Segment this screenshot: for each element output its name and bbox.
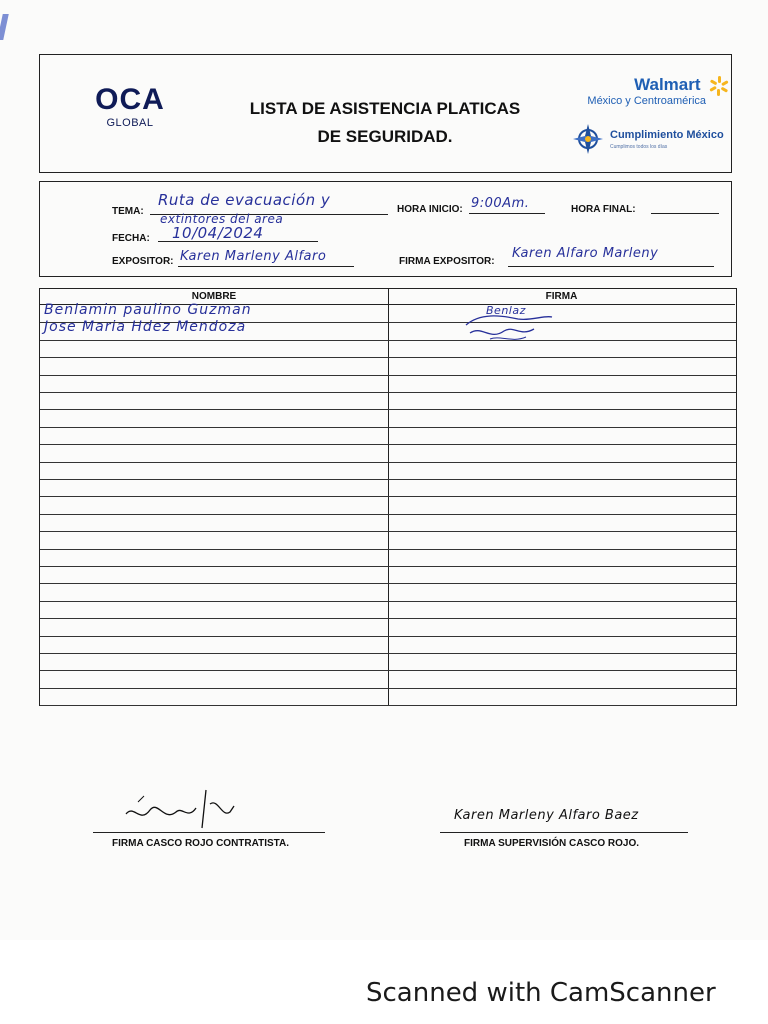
table-row [40, 637, 736, 654]
firma-expositor-underline [508, 266, 714, 267]
expositor-value: Karen Marleny Alfaro [180, 249, 327, 264]
oca-global-logo [80, 85, 180, 129]
table-row [40, 619, 736, 636]
camscanner-watermark: Scanned with CamScanner [366, 978, 716, 1008]
table-row [40, 393, 736, 410]
table-row [40, 480, 736, 497]
expositor-underline [178, 266, 354, 267]
hora-inicio-underline [469, 213, 545, 214]
compass-icon [572, 123, 604, 155]
attendee-name: Benlamin paulino Guzman [44, 302, 252, 318]
fecha-label: FECHA: [112, 233, 150, 244]
expositor-label: EXPOSITOR: [112, 256, 174, 267]
cumplimiento-title: Cumplimiento México [610, 129, 724, 141]
hora-final-underline [651, 213, 719, 214]
supervision-signature: Karen Marleny Alfaro Baez [454, 808, 639, 823]
table-row [40, 584, 736, 601]
walmart-subtitle: México y Centroamérica [587, 95, 706, 107]
tema-value-line-2: extintores del area [160, 212, 284, 226]
table-row [40, 428, 736, 445]
table-row [40, 319, 736, 340]
table-row [40, 463, 736, 480]
contratista-signature [118, 784, 248, 834]
attendance-table [39, 288, 737, 706]
cumplimiento-tagline: Cumplimos todos los días [610, 144, 668, 150]
hora-inicio-label: HORA INICIO: [397, 204, 463, 215]
header-box [39, 54, 732, 173]
supervision-signature-line [440, 832, 688, 833]
fecha-value: 10/04/2024 [172, 224, 264, 242]
table-row [40, 689, 736, 706]
contratista-signature-line [93, 832, 325, 833]
walmart-logo [550, 75, 730, 107]
fecha-underline [158, 241, 318, 242]
firma-expositor-label: FIRMA EXPOSITOR: [399, 256, 495, 267]
table-row [40, 341, 736, 358]
table-row [40, 532, 736, 549]
oca-logo-text: OCA [95, 83, 165, 116]
contratista-signature-label: FIRMA CASCO ROJO CONTRATISTA. [112, 838, 290, 849]
column-header-firma: FIRMA [388, 289, 735, 305]
supervision-signature-label: FIRMA SUPERVISIÓN CASCO ROJO. [464, 838, 640, 849]
attendee-signature-text: Benlaz [486, 304, 526, 317]
table-row [40, 654, 736, 671]
table-row [40, 358, 736, 375]
table-row [40, 445, 736, 462]
table-row [40, 497, 736, 514]
table-row [40, 602, 736, 619]
firma-expositor-signature: Karen Alfaro Marleny [512, 246, 659, 261]
document-title [230, 95, 540, 151]
tema-label: TEMA: [112, 206, 144, 217]
tema-value-line-1: Ruta de evacuación y [158, 191, 331, 209]
walmart-name: Walmart [634, 75, 701, 95]
table-row [40, 671, 736, 688]
hora-inicio-value: 9:00Am. [471, 196, 530, 211]
oca-logo-sub: GLOBAL [106, 117, 154, 129]
table-row [40, 515, 736, 532]
title-line-2: DE SEGURIDAD. [317, 127, 453, 146]
walmart-spark-icon [708, 75, 730, 97]
cumplimiento-mexico-logo [572, 123, 732, 163]
column-header-nombre: NOMBRE [40, 289, 388, 305]
attendee-name: Jose Maria Hdez Mendoza [44, 319, 247, 336]
hora-final-label: HORA FINAL: [571, 204, 636, 215]
table-row [40, 567, 736, 584]
table-row [40, 376, 736, 393]
title-line-1: LISTA DE ASISTENCIA PLATICAS [249, 99, 521, 118]
table-row [40, 410, 736, 427]
session-info-box [39, 181, 732, 277]
table-row [40, 550, 736, 567]
